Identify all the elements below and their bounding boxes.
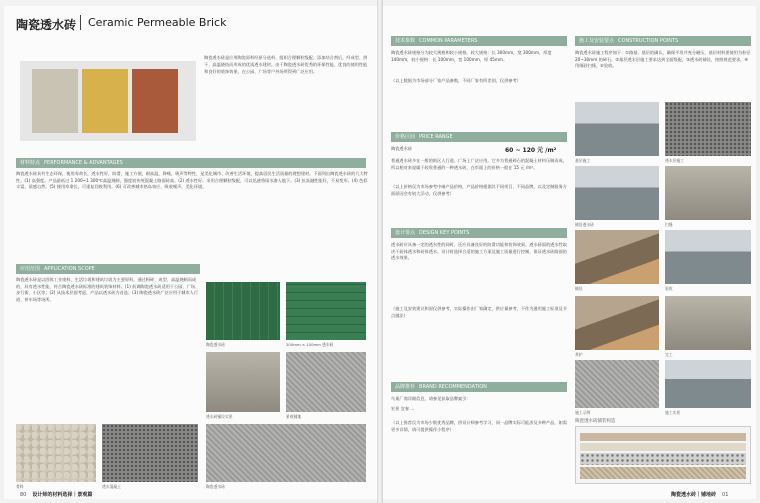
design-note: （施工及安装建议和原仅供参考，实际操作由厂家确定，供应量参考，不作为通用施工标准及节点做法） <box>391 306 567 318</box>
page-title-zh: 陶瓷透水砖 <box>16 18 77 32</box>
features-text: 陶瓷透水砖具有生态环保，使用寿命长，透水性好，防滑，施工方便，耐高温，降噪，吸声等特性，是美化城市、改善生活环境，提高居民生活质量的理想建材。下面列出陶瓷透水砖的几大特性。(1) 高强度。产品最低过 1 200~1 300℃高温烧制，强度较传统混凝土路面砖高。(2) 透水性好。采用合理颗粒级配，可以迅速将雨水渗入地下。(3) 抗冻融性能好，不易变形。(4) 色彩丰富，质感自然。(5) 使用寿命长，可重复回收利用。(6) 可改善城市热岛效应，吸收噪声，美化环境。 <box>16 171 368 190</box>
photo-step5 <box>575 230 659 284</box>
section-price-zh: 价格区间 <box>395 134 416 140</box>
section-features-en: PERFORMANCE & ADVANTAGES <box>44 160 123 166</box>
section-params <box>391 36 567 46</box>
photo-ceramic-surface <box>206 424 366 482</box>
section-price-en: PRICE RANGE <box>419 134 453 140</box>
section-construction <box>575 36 751 46</box>
caption-c4: 扫缝 <box>665 222 673 227</box>
caption-photo6: 透水混凝土 <box>102 484 121 489</box>
diagram-layer-gravel <box>580 453 746 465</box>
right-footer <box>671 491 734 498</box>
diagram-title: 陶瓷透水砖铺装构造 <box>575 419 616 424</box>
price-value: 60 ~ 120 元 /m² <box>505 147 557 154</box>
section-application-zh: 应用范围 <box>20 266 41 272</box>
section-design <box>391 228 567 238</box>
caption-photo5: 骨料 <box>16 484 24 489</box>
section-application-en: APPLICATION SCOPE <box>44 266 95 272</box>
right-page-number: 01 <box>722 492 729 498</box>
photo-step2 <box>665 102 751 156</box>
section-brand <box>391 382 567 392</box>
section-design-zh: 设计要点 <box>395 230 416 236</box>
left-footer <box>20 491 92 498</box>
price-text: 普通透水砖多在一般的街区人行道、广场上广泛应用。它多为普通碎石的混凝土材料压制而成，所以相对来说属于较贵普通的一种透水砖，在市面上的价格一般在 15 元 /m²。 <box>391 158 567 170</box>
caption-c6: 验收 <box>665 286 673 291</box>
diagram-layer-soil <box>580 467 746 479</box>
params-note: （以上数据为市场部分厂家产品参数，不同厂家有所差别，仅供参考） <box>391 78 521 83</box>
caption-c8: 完工 <box>665 352 673 357</box>
section-price <box>391 132 567 142</box>
construction-text: 陶瓷透水砖施工程序如下：①路基、基层的确认，确保平坦并充分碾压，基层材料要使用为粒径 20~30mm 的碎石，②基层透水层施工要求达到全面级配，③透水砖铺设，按照规范要求，④用细砂扫缝，⑤验收。 <box>575 50 751 69</box>
section-features-zh: 材料特点 <box>20 160 41 166</box>
brand-note: （以上推荐仅为市场少数优秀品牌，供设计师参考学习，同一品牌实际可能涉及多种产品，如需更多详情，请可提供操作小程序） <box>391 420 567 432</box>
caption-c1: 基层施工 <box>575 158 591 163</box>
photo-concrete <box>102 424 198 482</box>
caption-c3: 铺设透水砖 <box>575 222 594 227</box>
page-title-en: Ceramic Permeable Brick <box>88 16 227 29</box>
gray-brick <box>32 69 78 133</box>
photo-step9 <box>575 360 659 408</box>
photo-green-brick <box>206 282 280 340</box>
photo-step3 <box>575 166 659 220</box>
caption-photo1: 陶瓷透水砖 <box>206 342 225 347</box>
section-params-en: COMMON PARAMETERS <box>419 38 478 44</box>
photo-paving <box>286 282 366 340</box>
photo-step7 <box>575 296 659 350</box>
photo-aggregate <box>16 424 96 482</box>
diagram-layer-brick <box>580 433 746 441</box>
caption-c5: 铺设 <box>575 286 583 291</box>
photo-step1 <box>575 102 659 156</box>
section-brand-en: BRAND RECOMMENDATION <box>419 384 487 390</box>
section-features <box>16 158 366 168</box>
params-text: 陶瓷透水砖规格分为较大规格和较小规格。较大规格：长 300mm，宽 300mm，厚度 140mm，较小规格：长 100mm，宽 100mm，厚 45mm。 <box>391 50 552 62</box>
brick-swatch-image <box>20 61 196 141</box>
photo-step4 <box>665 166 751 220</box>
section-application <box>16 264 200 274</box>
diagram-layer-sand <box>580 443 746 451</box>
brand-links: 宏景 宜春 ... <box>391 406 415 411</box>
section-params-zh: 技术参数 <box>395 38 416 44</box>
section-design-en: DESIGN KEY POINTS <box>419 230 470 236</box>
photo-landscape <box>286 352 366 412</box>
caption-photo4: 景观铺地 <box>286 414 302 419</box>
caption-c7: 养护 <box>575 352 583 357</box>
intro-text: 陶瓷透水砖是应用陶瓷原料经原分选料、组织合理颗粒级配、添加结合剂后，经成型、烘干、高温烧结而形成的优质透水建材。由于陶瓷透水砖优秀的环保性能、优良的使用性能和良好的装饰效果，在公园、广场等户外场所得到广泛应用。 <box>204 55 368 74</box>
section-construction-zh: 施工及安装要点 <box>579 38 615 44</box>
right-page <box>383 6 756 499</box>
red-brick <box>132 69 178 133</box>
left-page <box>4 6 377 499</box>
caption-photo2: 200mm × 100mm 透水砖 <box>286 342 334 347</box>
right-footer-title: 陶瓷透水砖｜铺地砖 <box>671 492 717 498</box>
caption-c2: 透水层施工 <box>665 158 684 163</box>
design-text: 透水砖应具备一定的透水性的同时，还应具备良好的防滑功能和装饰效果。透水砖面的透水性取决于砖体透水和砖体透水。设计时选择合适的施工方案及施工质量进行控制，保证透水砖路面的透水效果。 <box>391 242 567 261</box>
caption-photo3: 透水砖铺设实景 <box>206 414 233 419</box>
application-text: 陶瓷透水砖是以固体工业废料、生活垃圾和建筑垃圾为主要原料，通过粉碎、成型、高温烧制而成的，具有透水性能、符合陶瓷透水砖标准的建筑装饰材料。(1) 低调陶瓷透水砖适用于公园、广场、步行街、小区等；(2) 从技术层面考虑，产品以透水砖为首选；(3) 陶瓷透水砖广泛应用于城市人行道、停车场等场所。 <box>16 277 200 302</box>
left-footer-title: 设计师的材料选择｜景观篇 <box>32 492 93 498</box>
section-construction-en: CONSTRUCTION POINTS <box>618 38 679 44</box>
photo-installation <box>206 352 280 412</box>
left-page-number: 80 <box>20 492 27 498</box>
caption-c9: 施工示例 <box>575 410 591 415</box>
section-brand-zh: 品牌推荐 <box>395 384 416 390</box>
pavement-section-diagram <box>575 426 751 484</box>
photo-step8 <box>665 296 751 350</box>
photo-step6 <box>665 230 751 284</box>
brand-text: 鸟巢厂商详细信息，请参见获取品牌索引： <box>391 396 471 401</box>
price-note: （以上价格仅为市场参考中端产品价格，产品价格根据其不同项目、不同品牌，以及定制服务方面原因会有较大浮动，仅供参考） <box>391 184 567 196</box>
caption-photo7: 陶瓷透水砖 <box>206 484 225 489</box>
title-divider <box>80 15 81 30</box>
photo-step10 <box>665 360 751 408</box>
caption-c10: 施工实景 <box>665 410 681 415</box>
yellow-brick <box>82 69 128 133</box>
price-label: 陶瓷透水砖 <box>391 146 412 151</box>
